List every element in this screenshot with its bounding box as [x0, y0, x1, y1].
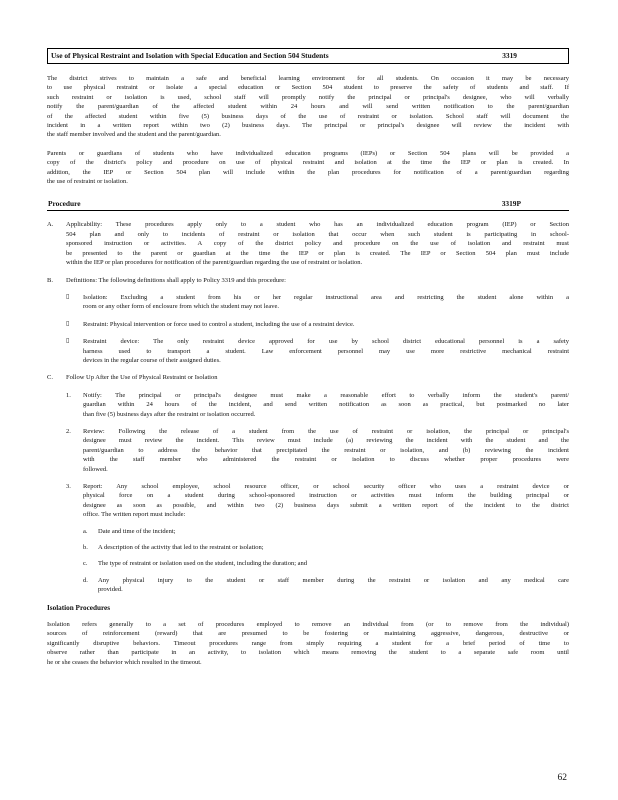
text-line: Isolation refers generally to a set of procedures employed to remove an individual from (or to remove from the individual) [47, 621, 569, 629]
text-line: notify the parent/guardian of the affected student within 24 hours and will send written notification to the parent/guardian [47, 103, 569, 111]
text-line: such restraint or isolation is used, school staff will promptly notify the principal or principal's designee, who will verbally [47, 93, 569, 101]
item-number: 1. [66, 391, 71, 399]
isolation-paragraph [47, 620, 569, 667]
text-line: the staff member involved and the student and the parent/guardian. [47, 131, 221, 139]
item-number: 3. [66, 483, 71, 490]
procedure-header [47, 197, 569, 211]
text-line: designee as soon as possible, and within two (2) business days submit a written report of the incident to the district [83, 501, 569, 509]
text-line: Parents or guardians of students who have individualized education programs (IEPs) or Section 504 plans will be provided a [47, 149, 569, 157]
text-line: be presented to the parent or guardian at the time the IEP or plan is created. The IEP or Section 504 plan must include [66, 249, 569, 257]
text-line: The district strives to maintain a safe and beneficial learning environment for all students. On occasion it may be necessary [47, 75, 569, 82]
section-a-applicability [47, 220, 569, 267]
sub-item-marker: b. [83, 544, 88, 552]
text-line: addition, the IEP or Section 504 plan will include within the plan procedures for notification of a parent/guardian regarding [47, 168, 569, 176]
policy-code: 3319 [502, 51, 517, 60]
text-line: he or she ceases the behavior which resulted in the timeout. [47, 658, 202, 666]
text-line: designee must review the incident. This review must include (a) reviewing the incident with the student and the [83, 437, 569, 445]
report-item-b [83, 543, 569, 552]
text-line: the use of restraint or isolation. [47, 178, 128, 186]
report-item-c [83, 559, 569, 568]
text-line: provided. [98, 586, 123, 594]
text-line: Any physical injury to the student or staff member during the restraint or isolation and any medical care [98, 576, 569, 584]
bullet-icon: ▯ [66, 293, 70, 300]
text-line: Date and time of the incident; [98, 527, 176, 535]
item-notify [66, 391, 569, 419]
text-line: sponsored instruction or activities. A copy of the district policy and procedure on the use of isolation and restraint must [66, 240, 569, 248]
text-line: Isolation: Excluding a student from his or her regular instructional area and restricting the student alone within a [83, 293, 569, 301]
text-line: sources of reinforcement (reward) that are presumed to be fostering or maintaining aggressive, dangerous, destructive or [47, 630, 569, 638]
item-review [66, 427, 569, 474]
text-line: Restraint: Physical intervention or force used to control a student, including the use of a restraint device. [83, 320, 355, 328]
policy-title: Use of Physical Restraint and Isolation with Special Education and Section 504 Students [51, 51, 329, 60]
definition-restraint [66, 320, 569, 329]
text-line: parent/guardian to address the behavior that precipitated the restraint or isolation, and (b) reviewing the incident [83, 446, 569, 454]
section-c-follow-up [47, 373, 569, 382]
definition-isolation [66, 293, 569, 312]
text-line: Definitions: The following definitions shall apply to Policy 3319 and this procedure: [66, 276, 286, 284]
intro-paragraph [47, 74, 569, 140]
procedure-code: 3319P [501, 199, 521, 209]
policy-header [47, 48, 569, 64]
text-line: 504 plan and only to incidents of restraint or isolation that occur when such student is participating in school- [66, 230, 569, 238]
report-item-a [83, 527, 569, 536]
text-line: significantly disruptive behaviors. Timeout procedures range from simply requiring a student for a brief period of time to [47, 639, 569, 647]
text-line: of the affected student within five (5) business days of the use of restraint or isolation. School staff will document the [47, 112, 569, 120]
parents-paragraph [47, 149, 569, 187]
text-line: Restraint device: The only restraint device approved for use by school district educational personnel is a safety [83, 338, 569, 346]
section-marker: B. [47, 276, 53, 284]
text-line: room or any other form of enclosure from which the student may not leave. [83, 303, 280, 311]
text-line: Applicability: These procedures apply only to a student who has an individualized education program (IEP) or Section [66, 221, 569, 229]
text-line: Review: Following the release of a student from the use of restraint or isolation, the principal or principal's [83, 427, 569, 435]
procedure-title: Procedure [48, 199, 81, 209]
document-page [47, 48, 569, 667]
text-line: physical force on a student during school-sponsored instruction or activities must inform the building principal or [83, 492, 569, 500]
text-line: harness used to transport a student. Law enforcement personnel may use more restrictive mechanical restraint [83, 347, 569, 355]
item-report [66, 482, 569, 520]
page-number: 62 [557, 773, 567, 783]
bullet-icon: ▯ [66, 320, 70, 327]
text-line: Follow Up After the Use of Physical Restraint or Isolation [66, 374, 218, 382]
definition-restraint-device [66, 337, 569, 365]
bullet-icon: ▯ [66, 338, 70, 345]
text-line: copy of the district's policy and procedure on use of physical restraint and isolation at the time the IEP or plan is created. In [47, 159, 569, 167]
section-marker: C. [47, 374, 53, 382]
text-line: A description of the activity that led to the restraint or isolation; [98, 544, 264, 552]
isolation-procedures-heading: Isolation Procedures [47, 603, 111, 612]
text-line: guardian within 24 hours of the incident, and send written notification as soon as practical, but postmarked no later [83, 401, 569, 409]
text-line: devices in the regular course of their assigned duties. [83, 356, 221, 364]
text-line: followed. [83, 465, 108, 473]
text-line: to use physical restraint or isolate a special education or Section 504 student to preserve the safety of students and staff. If [47, 84, 569, 92]
sub-item-marker: d. [83, 576, 88, 584]
text-line: within the IEP or plan procedures for notification of the parent/guardian regarding the use of restraint or isolation. [66, 259, 363, 267]
section-marker: A. [47, 221, 54, 229]
item-number: 2. [66, 427, 71, 435]
text-line: Report: Any school employee, school resource officer, or school security officer who uses a restraint device or [83, 483, 569, 490]
text-line: with the staff member who administered the restraint or isolation to discuss whether proper procedures were [83, 456, 569, 464]
text-line: office. The written report must include: [83, 511, 186, 519]
section-b-definitions [47, 276, 569, 285]
sub-item-marker: a. [83, 527, 88, 535]
sub-item-marker: c. [83, 560, 88, 568]
text-line: The type of restraint or isolation used on the student, including the duration; and [98, 560, 308, 568]
report-item-d [83, 576, 569, 595]
text-line: observe rather than participate in an activity, to isolation which means removing the student to a separate safe room until [47, 649, 569, 657]
text-line: Notify: The principal or principal's designee must make a reasonable effort to verbally inform the student's parent/ [83, 391, 569, 399]
text-line: than five (5) business days after the restraint or isolation occurred. [83, 410, 256, 418]
text-line: incident in a written report within two (2) business days. The principal or principal's designee will review the incident with [47, 122, 569, 130]
